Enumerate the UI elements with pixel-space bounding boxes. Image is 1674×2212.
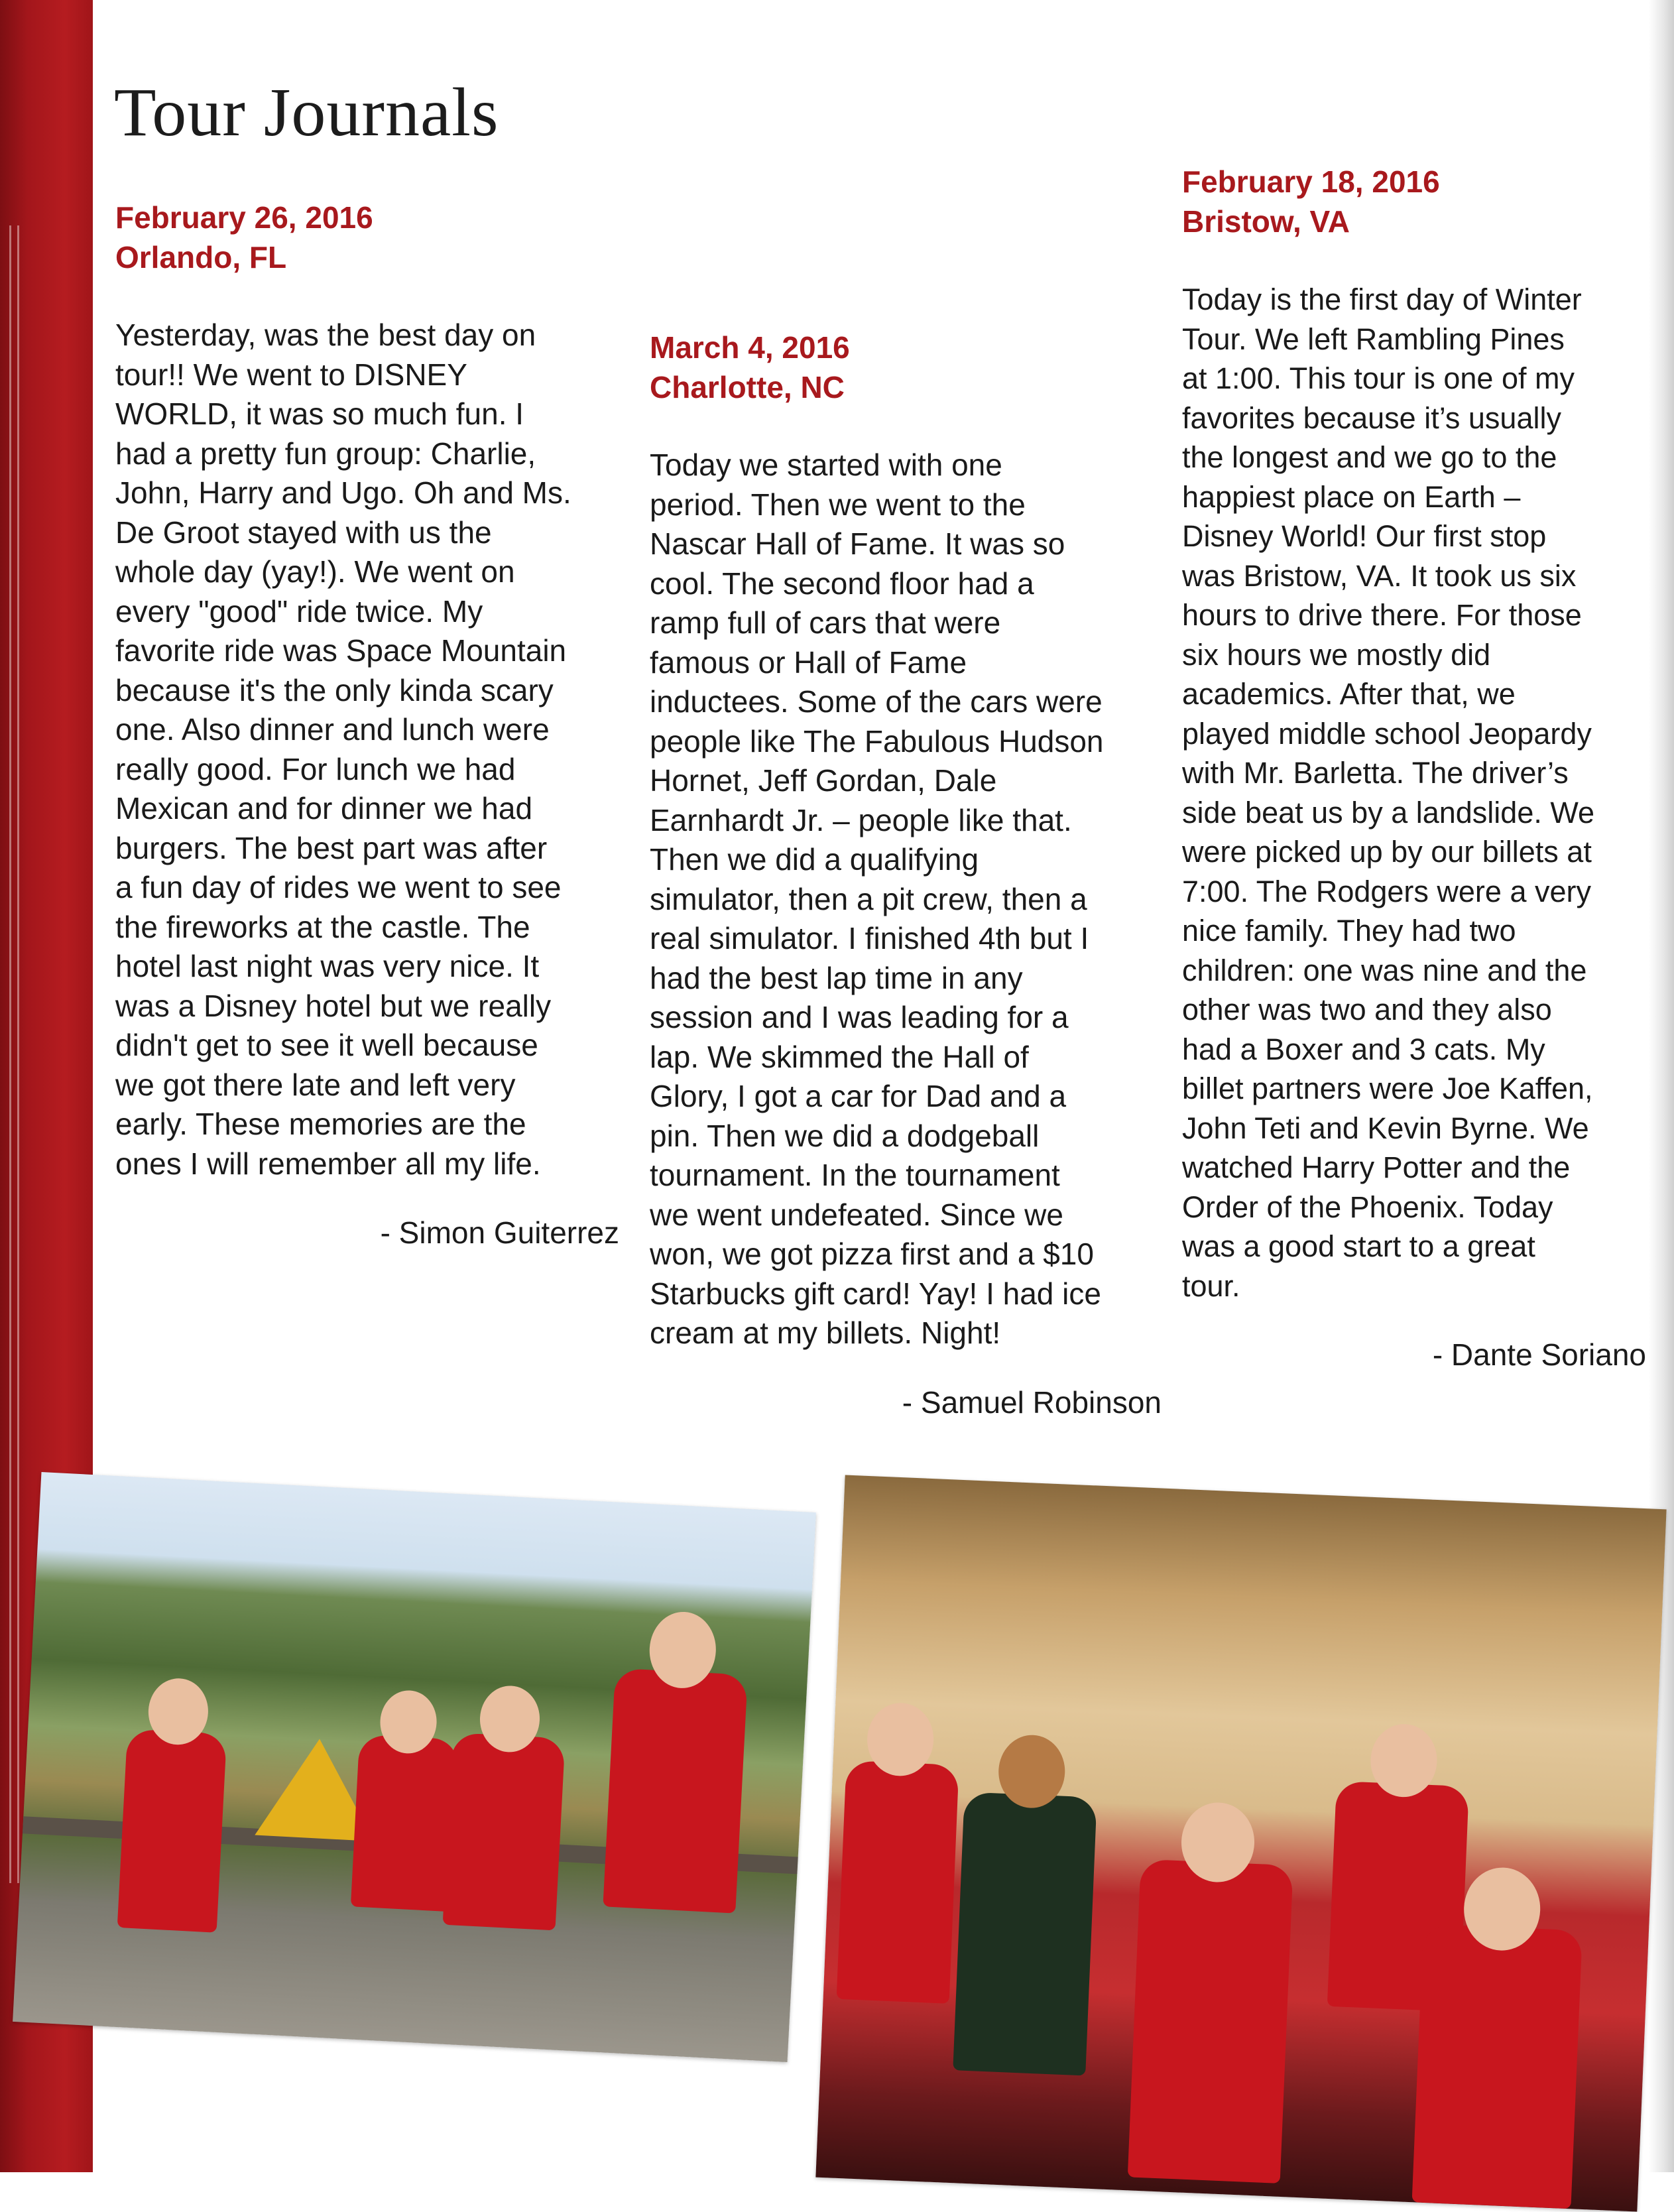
entry-date: March 4, 2016 [650,330,850,365]
person [953,1792,1097,2075]
student [443,1733,566,1930]
journal-entry-1 [115,198,619,1253]
spine-crease [17,225,19,1883]
entry-text: Today we started with one period. Then we went to the Nascar Hall of Fame. It was so cool. The second floor had a ramp full of cars that were famous or Hall of Fame inductees. Some of the cars were people like The Fabulous Hudson Hornet, Jeff Gordan, Dale Earnhardt Jr. – people like that. Then we did a qualifying simulator, then a pit crew, then a real simulator. I finished 4th but I had the best lap time in any session and I was leading for a lap. We skimmed the Hall of Glory, I got a car for Dad and a pin. Then we did a dodgeball tournament. In the tournament we went undefeated. Since we won, we got pizza first and a $10 Starbucks gift card! Yay! I had ice cream at my billets. Night! [650,448,1104,1350]
student [351,1735,459,1912]
student [1128,1859,1293,2183]
entry-location: Orlando, FL [115,240,287,275]
entry-text: Yesterday, was the best day on tour!! We went to DISNEY WORLD, it was so much fun. I had a pretty fun group: Charlie, John, Harry and Ugo. Oh and Ms. De Groot stayed with us the whole day (yay!). We went on every "good" ride twice. My favorite ride was Space Mountain because it's the only kinda scary one. Also dinner and lunch were really good. For lunch we had Mexican and for dinner we had burgers. The best part was after a fun day of rides we went to see the fireworks at the castle. The hotel last night was very nice. It was a Disney hotel but we really didn't get to see it well because we got there late and left very early. These memories are the ones I will remember all my life. [115,318,571,1181]
student [117,1729,227,1932]
entry-location: Bristow, VA [1182,204,1350,239]
entry-location: Charlotte, NC [650,370,845,404]
journal-entry-3 [1182,162,1646,1375]
journal-entry-2 [650,328,1162,1422]
student [603,1668,748,1914]
entry-date: February 26, 2016 [115,200,373,235]
student [837,1760,959,2004]
entry-text: Today is the first day of Winter Tour. We left Rambling Pines at 1:00. This tour is one of my favorites because it’s usually the longest and we go to the happiest place on Earth – Disney World! Our first stop was Bristow, VA. It took us six hours to drive there. For those six hours we mostly did academics. After that, we played middle school Jeopardy with Mr. Barletta. The driver’s side beat us by a landslide. We were picked up by our billets at 7:00. The Rodgers were a very nice family. They had two children: one was nine and the other was two and they also had a Boxer and 3 cats. My billet partners were Joe Kaffen, John Teti and Kevin Byrne. We watched Harry Potter and the Order of the Phoenix. Today was a good start to a great tour. [1182,282,1595,1303]
entry-date: February 18, 2016 [1182,164,1440,199]
spine-crease [9,225,11,1883]
entry-author: - Simon Guiterrez [380,1215,619,1250]
student [1412,1924,1583,2209]
entry-author: - Samuel Robinson [902,1384,1162,1420]
group-photo-chapel [815,1475,1666,2212]
page-gutter-shadow [1649,0,1674,2172]
entry-author: - Dante Soriano [1432,1337,1646,1372]
group-photo-mountain-overlook [13,1472,816,2062]
page-title: Tour Journals [114,74,499,151]
